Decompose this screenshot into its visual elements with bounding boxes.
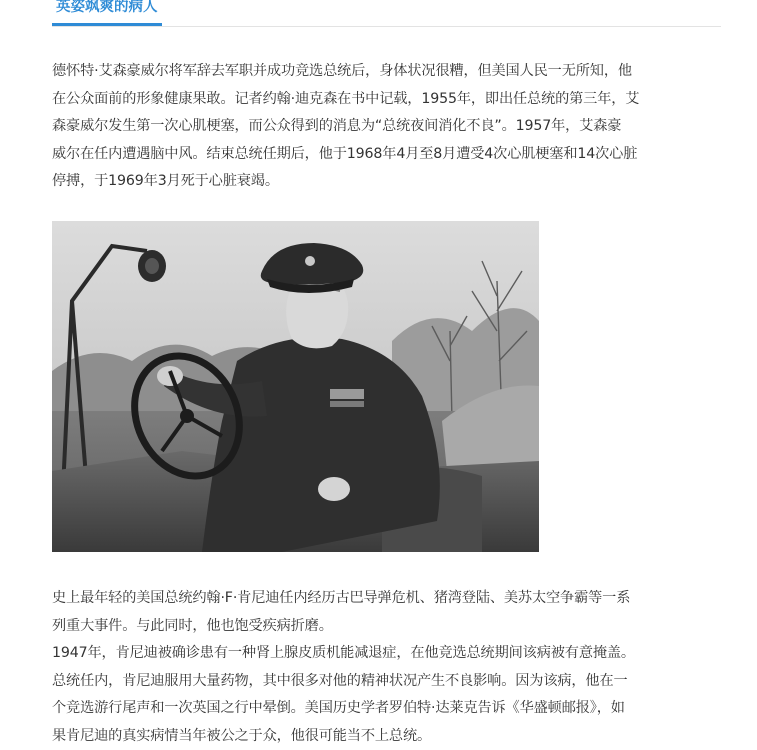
paragraph-line: 果肯尼迪的真实病情当年被公之于众，他很可能当不上总统。 [52,723,720,750]
article-paragraph-1 [52,58,720,196]
section-title: 英姿飒爽的病人 [52,0,162,26]
paragraph-line: 停搏，于1969年3月死于心脏衰竭。 [52,168,720,196]
article-paragraph-2 [52,585,720,750]
paragraph-line: 威尔在任内遭遇脑中风。结束总统任期后，他于1968年4月至8月遭受4次心肌梗塞和14次心脏 [52,141,720,169]
paragraph-line: 列重大事件。与此同时，他也饱受疾病折磨。 [52,613,720,641]
paragraph-line: 森豪威尔发生第一次心肌梗塞，而公众得到的消息为“总统夜间消化不良”。1957年，艾森豪 [52,113,720,141]
officer-in-jeep-image [52,221,539,552]
paragraph-line: 总统任内，肯尼迪服用大量药物，其中很多对他的精神状况产生不良影响。因为该病，他在一 [52,668,720,696]
article-photo [52,221,539,552]
paragraph-line: 史上最年轻的美国总统约翰·F·肯尼迪任内经历古巴导弹危机、猪湾登陆、美苏太空争霸等一系 [52,585,720,613]
paragraph-line: 个竞选游行尾声和一次英国之行中晕倒。美国历史学者罗伯特·达莱克告诉《华盛顿邮报》，如 [52,695,720,723]
paragraph-line: 在公众面前的形象健康果敢。记者约翰·迪克森在书中记载，1955年，即出任总统的第三年，艾 [52,86,720,114]
section-header [52,0,721,27]
paragraph-line: 1947年，肯尼迪被确诊患有一种肾上腺皮质机能减退症，在他竞选总统期间该病被有意掩盖。 [52,640,720,668]
paragraph-line: 德怀特·艾森豪威尔将军辞去军职并成功竞选总统后，身体状况很糟，但美国人民一无所知，他 [52,58,720,86]
